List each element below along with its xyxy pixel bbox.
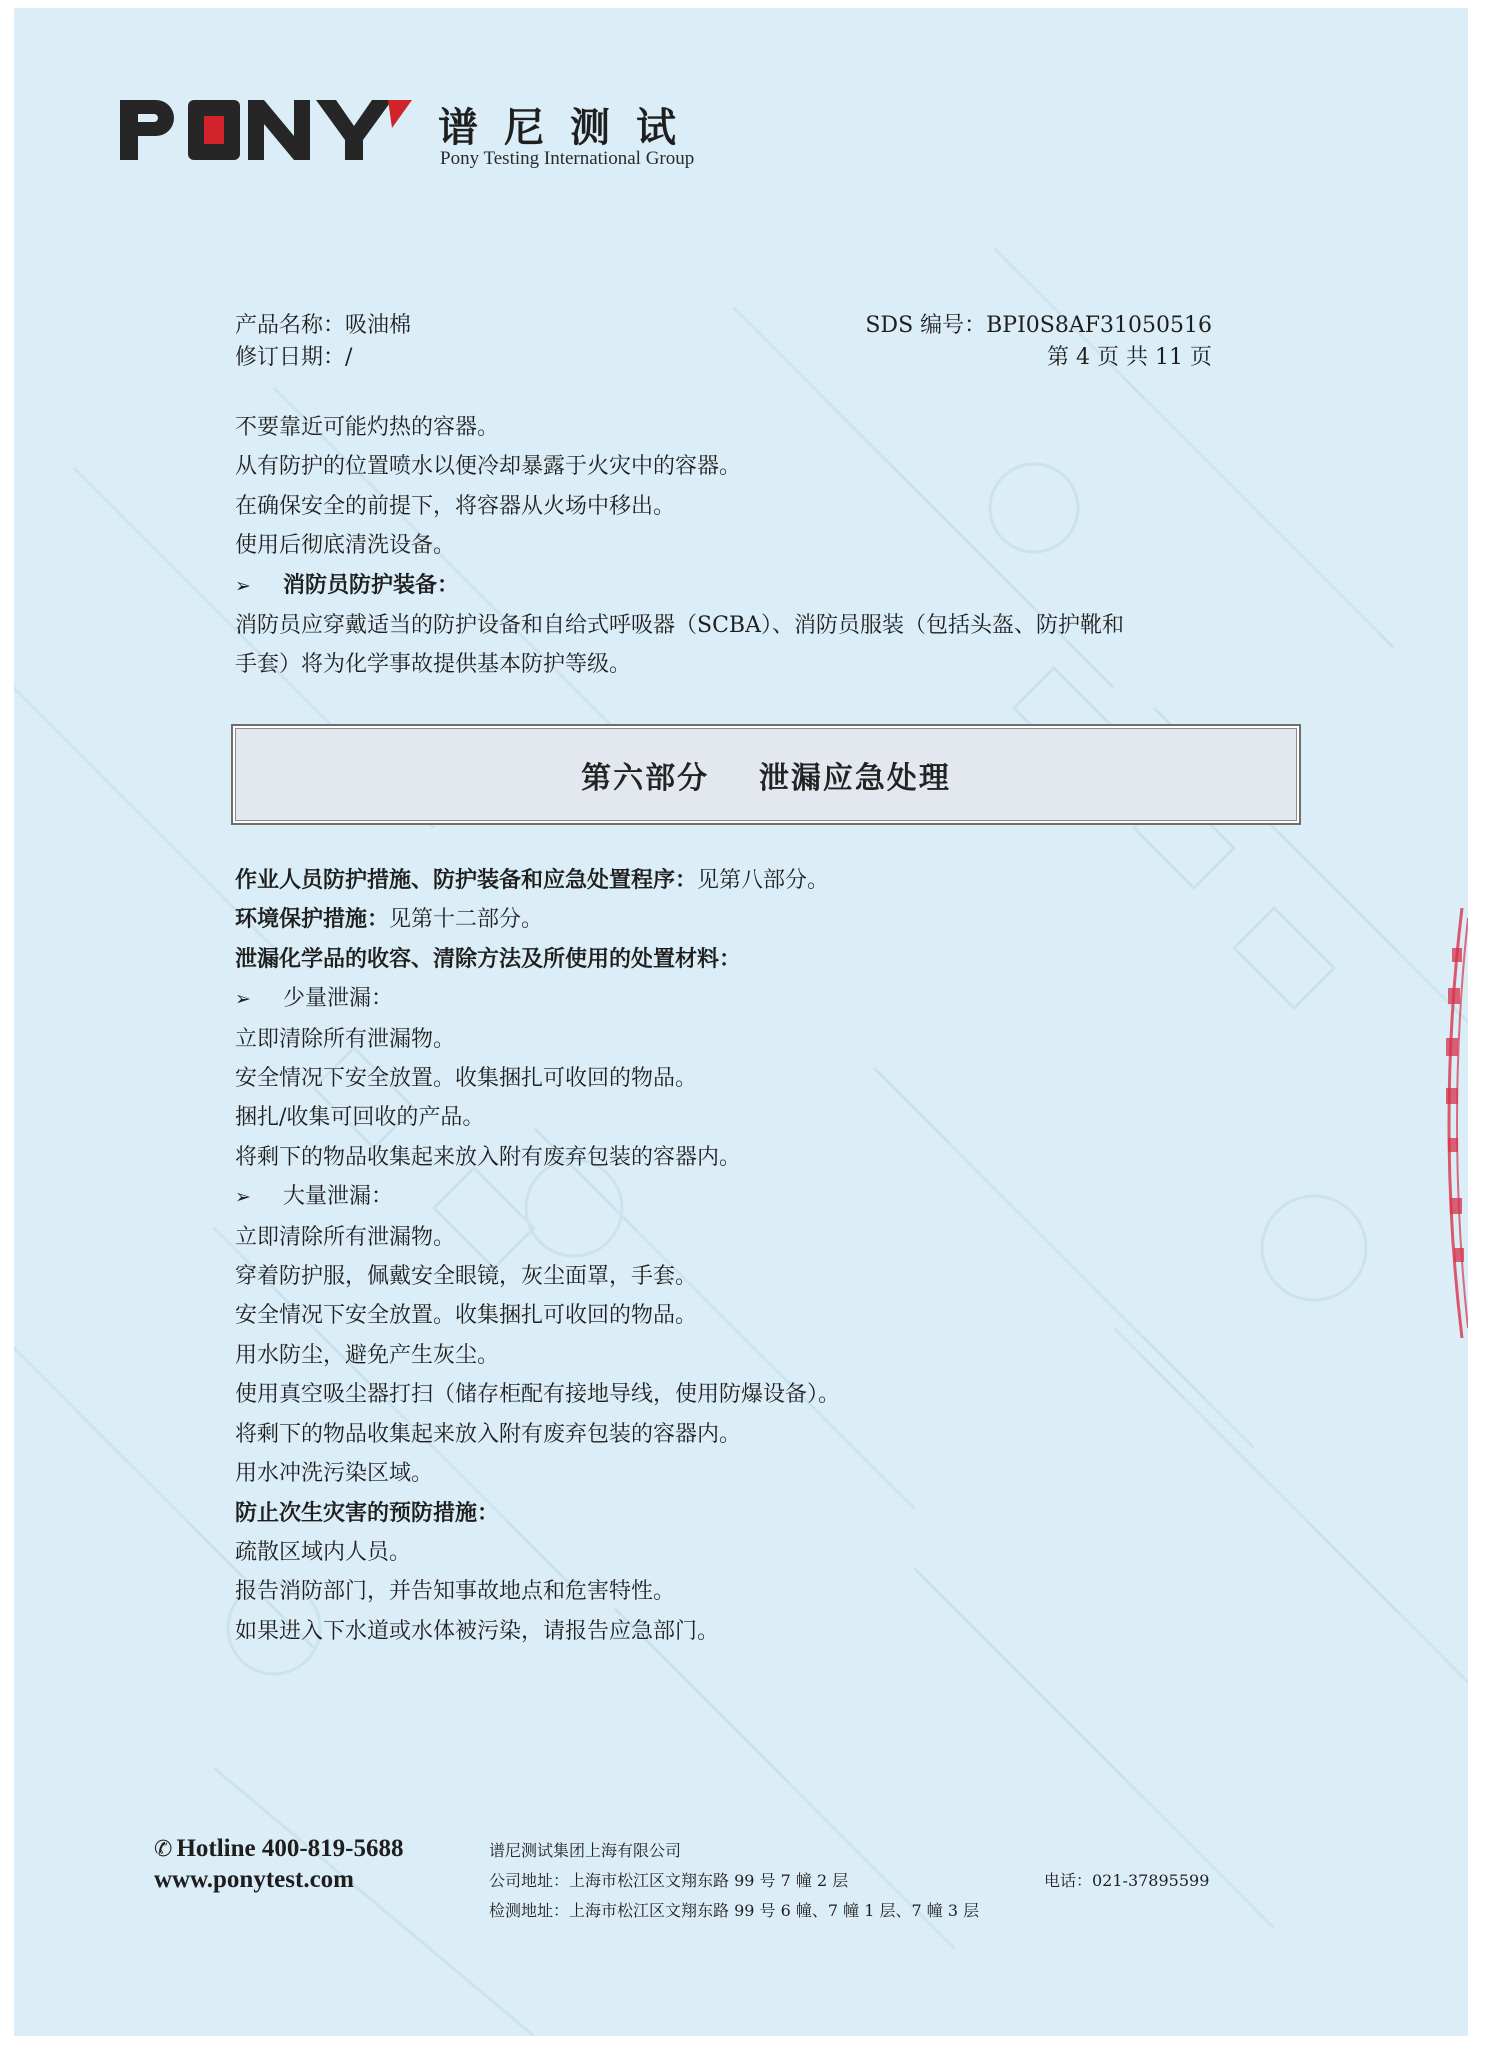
env-protection-label: 环境保护措施： — [235, 906, 390, 933]
brand-chinese-name: 谱尼测试 — [438, 105, 702, 151]
text-line: 使用后彻底清洗设备。 — [235, 533, 456, 559]
section-6-header — [231, 724, 1301, 825]
small-spill-heading-line — [235, 979, 840, 1019]
containment-heading: 泄漏化学品的收容、清除方法及所使用的处置材料： — [235, 945, 742, 972]
text-line: 将剩下的物品收集起来放入附有废弃包装的容器内。 — [235, 1421, 742, 1447]
small-spill-heading: 少量泄漏： — [283, 986, 394, 1012]
phone-icon: ✆ — [154, 1837, 173, 1862]
website-text: www.ponytest.com — [154, 1866, 354, 1893]
test-address: 检测地址：上海市松江区文翔东路 99 号 6 幢、7 幢 1 层、7 幢 3 层 — [489, 1901, 980, 1920]
revision-date: 修订日期：/ — [235, 345, 353, 370]
text-line: 安全情况下安全放置。收集捆扎可收回的物品。 — [235, 1066, 698, 1092]
section-title: 第六部分 泄漏应急处理 — [581, 760, 951, 796]
env-protection-line — [235, 900, 840, 939]
text-line: 在确保安全的前提下，将容器从火场中移出。 — [235, 493, 676, 519]
footer-company-block — [489, 1836, 979, 1926]
text-line: 穿着防护服，佩戴安全眼镜，灰尘面罩，手套。 — [235, 1264, 698, 1290]
text-line: 安全情况下安全放置。收集捆扎可收回的物品。 — [235, 1303, 698, 1329]
large-spill-heading: 大量泄漏： — [283, 1184, 394, 1210]
text-line: 将剩下的物品收集起来放入附有废弃包装的容器内。 — [235, 1144, 742, 1170]
text-line: 捆扎/收集可回收的产品。 — [235, 1105, 485, 1131]
large-spill-heading-line — [235, 1177, 840, 1217]
text-line: 立即清除所有泄漏物。 — [235, 1224, 456, 1250]
arrow-bullet-icon: ➢ — [235, 1186, 251, 1209]
text-line: 消防员应穿戴适当的防护设备和自给式呼吸器（SCBA）、消防员服装（包括头盔、防护靴和 — [235, 613, 1124, 639]
footer-hotline-block — [154, 1834, 404, 1895]
personal-protection-line — [235, 861, 840, 900]
text-line: 用水防尘，避免产生灰尘。 — [235, 1342, 500, 1368]
text-line: 使用真空吸尘器打扫（储存柜配有接地导线，使用防爆设备）。 — [235, 1382, 841, 1408]
arrow-bullet-icon: ➢ — [235, 988, 251, 1011]
env-protection-value: 见第十二部分。 — [389, 907, 544, 933]
text-line: 不要靠近可能灼热的容器。 — [235, 415, 500, 440]
product-meta — [235, 310, 411, 374]
red-seal-stamp-fragment — [1432, 908, 1468, 1338]
equipment-heading: 消防员防护装备： — [283, 571, 460, 598]
sds-meta — [865, 310, 1212, 374]
text-line: 如果进入下水道或水体被污染，请报告应急部门。 — [235, 1618, 720, 1644]
section-6-body — [235, 861, 840, 1651]
text-line: 疏散区域内人员。 — [235, 1539, 412, 1565]
arrow-bullet-icon: ➢ — [235, 574, 251, 597]
page-info: 第 4 页 共 11 页 — [1047, 345, 1212, 370]
footer-phone: 电话：021-37895599 — [1044, 1871, 1210, 1890]
text-line: 手套）将为化学事故提供基本防护等级。 — [235, 652, 632, 678]
brand-english-name: Pony Testing International Group — [440, 148, 695, 169]
equipment-heading-line — [235, 566, 1124, 606]
company-address: 公司地址：上海市松江区文翔东路 99 号 7 幢 2 层 — [489, 1871, 849, 1890]
text-line: 用水冲洗污染区域。 — [235, 1461, 434, 1487]
text-line: 报告消防部门，并告知事故地点和危害特性。 — [235, 1579, 676, 1605]
hotline-line — [154, 1834, 404, 1865]
pony-logo-mark — [120, 96, 420, 160]
prevention-heading: 防止次生灾害的预防措施： — [235, 1499, 500, 1526]
product-name: 产品名称：吸油棉 — [235, 313, 412, 338]
sds-number: SDS 编号：BPI0S8AF31050516 — [865, 313, 1212, 338]
document-page — [14, 8, 1468, 2036]
fire-fighting-continued — [235, 408, 1124, 685]
personal-protection-label: 作业人员防护措施、防护装备和应急处置程序： — [235, 867, 698, 893]
company-name: 谱尼测试集团上海有限公司 — [489, 1841, 682, 1860]
text-line: 立即清除所有泄漏物。 — [235, 1026, 456, 1052]
text-line: 从有防护的位置喷水以便冷却暴露于火灾中的容器。 — [235, 454, 742, 480]
personal-protection-value: 见第八部分。 — [697, 868, 830, 893]
hotline-text: Hotline 400-819-5688 — [176, 1835, 404, 1862]
